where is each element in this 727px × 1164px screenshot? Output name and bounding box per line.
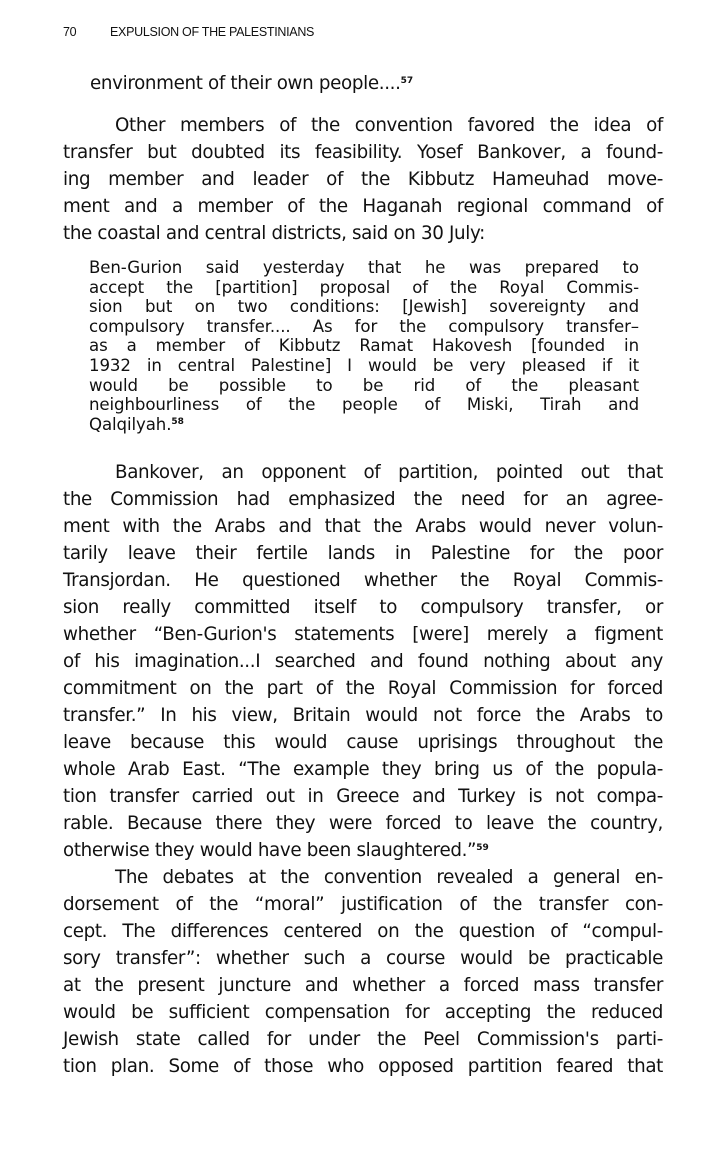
- text-line: otherwise they would have been slaughtered.”$^{59}$: [63, 840, 489, 861]
- text-line: tion plan. Some of those who opposed partition feared that: [63, 1056, 663, 1077]
- running-head-title: EXPULSION OF THE PALESTINIANS: [110, 25, 315, 39]
- quote-line: accept the [partition] proposal of the Royal Commis-: [89, 277, 639, 297]
- quote-continuation: [63, 70, 663, 97]
- text-line: whether “Ben-Gurion's statements [were] merely a figment: [63, 624, 663, 645]
- text-line: ment and a member of the Haganah regional command of: [63, 196, 663, 217]
- footnote-marker: 59: [476, 843, 489, 853]
- text-line: at the present juncture and whether a forced mass transfer: [63, 975, 663, 996]
- text-line: the coastal and central districts, said on 30 July:: [63, 223, 485, 244]
- quote-line: Qalqilyah.$^{58}$: [89, 414, 184, 434]
- footnote-marker: 57: [400, 76, 414, 86]
- text-line: tion transfer carried out in Greece and Turkey is not compa-: [63, 786, 663, 807]
- quote-line: sion but on two conditions: [Jewish] sovereignty and: [89, 297, 639, 317]
- quote-line: compulsory transfer.... As for the compulsory transfer–: [89, 316, 639, 336]
- text-line: transfer but doubted its feasibility. Yosef Bankover, a found-: [63, 142, 663, 163]
- quote-line: neighbourliness of the people of Miski, Tirah and: [89, 395, 639, 415]
- text-line: sory transfer”: whether such a course would be practicable: [63, 948, 663, 969]
- text-line: Other members of the convention favored the idea of: [115, 115, 663, 136]
- running-head: [63, 25, 314, 39]
- page-number: 70: [63, 25, 77, 39]
- quote-line: would be possible to be rid of the pleasant: [89, 375, 639, 395]
- text-line: sion really committed itself to compulsory transfer, or: [63, 597, 663, 618]
- text-line: ment with the Arabs and that the Arabs would never volun-: [63, 516, 663, 537]
- text-line: The debates at the convention revealed a general en-: [115, 867, 663, 888]
- text-line: of his imagination...I searched and found nothing about any: [63, 651, 663, 672]
- paragraph: [63, 864, 663, 1080]
- text-line: would be sufficient compensation for accepting the reduced: [63, 1002, 663, 1023]
- paragraph: [63, 112, 663, 247]
- text-line: transfer.” In his view, Britain would not force the Arabs to: [63, 705, 663, 726]
- text-line: cept. The differences centered on the question of “compul-: [63, 921, 663, 942]
- quote-line: Ben-Gurion said yesterday that he was prepared to: [89, 258, 639, 277]
- text-line: whole Arab East. “The example they bring us of the popula-: [63, 759, 663, 780]
- text-line: Bankover, an opponent of partition, pointed out that: [115, 462, 663, 483]
- quote-line: as a member of Kibbutz Ramat Hakovesh [founded in: [89, 336, 639, 356]
- quote-line: 1932 in central Palestine] I would be very pleased if it: [89, 355, 639, 375]
- text-line: environment of their own people....$^{57}$: [90, 73, 414, 94]
- text-line: tarily leave their fertile lands in Palestine for the poor: [63, 543, 663, 564]
- text-line: the Commission had emphasized the need for an agree-: [63, 489, 663, 510]
- text-line: Jewish state called for under the Peel Commission's parti-: [63, 1029, 663, 1050]
- text-line: leave because this would cause uprisings throughout the: [63, 732, 663, 753]
- text-line: commitment on the part of the Royal Commission for forced: [63, 678, 663, 699]
- text-line: ing member and leader of the Kibbutz Hameuhad move-: [63, 169, 663, 190]
- paragraph: [63, 459, 663, 864]
- text-line: Transjordan. He questioned whether the Royal Commis-: [63, 570, 663, 591]
- text-line: dorsement of the “moral” justification of the transfer con-: [63, 894, 663, 915]
- block-quote: [89, 258, 639, 434]
- footnote-marker: 58: [171, 416, 184, 427]
- text-line: rable. Because there they were forced to leave the country,: [63, 813, 663, 834]
